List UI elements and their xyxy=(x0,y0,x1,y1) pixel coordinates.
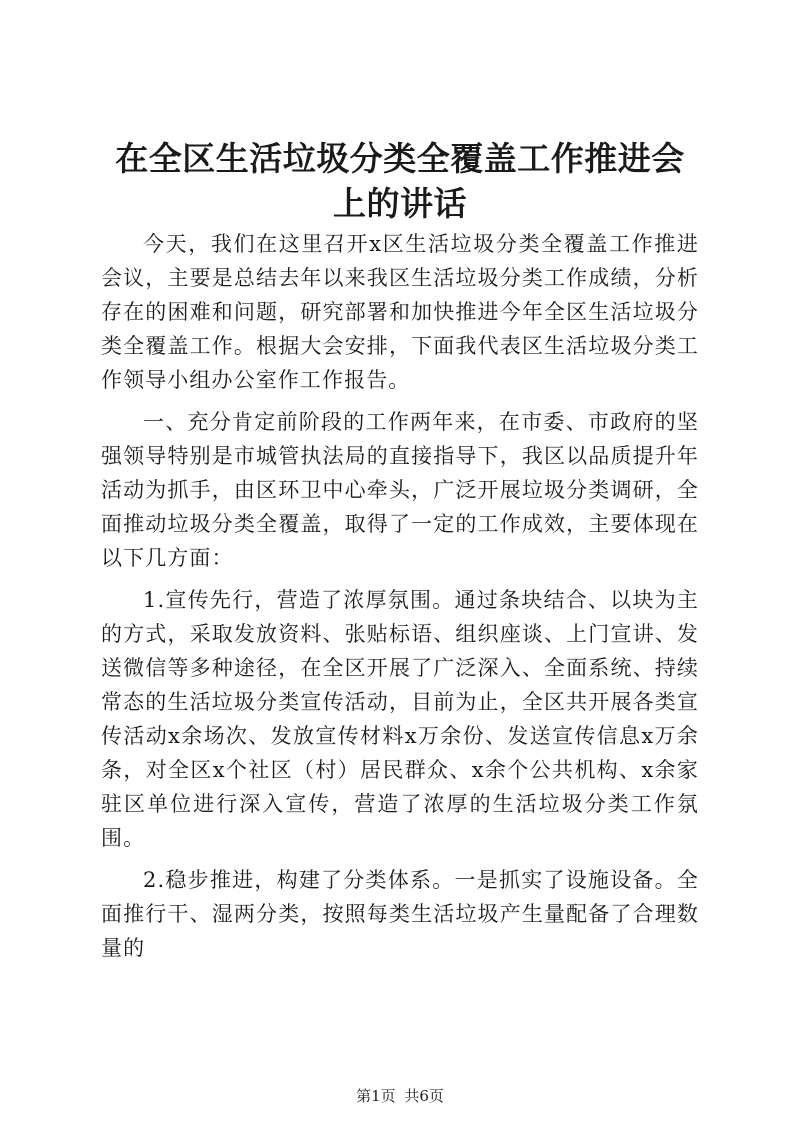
paragraph-item-one: 1.宣传先行，营造了浓厚氛围。通过条块结合、以块为主的方式，采取发放资料、张贴标语、组织座谈、上门宣讲、发送微信等多种途径，在全区开展了广泛深入、全面系统、持续常态的生活垃圾分类宣传活动，目前为止，全区共开展各类宣传活动x余场次、发放宣传材料x万余份、发送宣传信息x万余条，对全区x个社区（村）居民群众、x余个公共机构、x余家驻区单位进行深入宣传，营造了浓厚的生活垃圾分类工作氛围。 xyxy=(101,588,699,850)
page-total: 共6页 xyxy=(404,1087,444,1105)
document-title: 在全区生活垃圾分类全覆盖工作推进会上的讲话 xyxy=(115,139,685,223)
page-footer xyxy=(0,1086,800,1106)
paragraph-item-two: 2.稳步推进，构建了分类体系。一是抓实了设施设备。全面推行干、湿两分类，按照每类生活垃圾产生量配备了合理数量的 xyxy=(101,868,699,960)
paragraph-intro: 今天，我们在这里召开x区生活垃圾分类全覆盖工作推进会议，主要是总结去年以来我区生活垃圾分类工作成绩，分析存在的困难和问题，研究部署和加快推进今年全区生活垃圾分类全覆盖工作。根据大会安排，下面我代表区生活垃圾分类工作领导小组办公室作工作报告。 xyxy=(101,232,699,392)
page-number: 第1页 xyxy=(356,1087,396,1105)
paragraph-section-one: 一、充分肯定前阶段的工作两年来，在市委、市政府的坚强领导特别是市城管执法局的直接指导下，我区以品质提升年活动为抓手，由区环卫中心牵头，广泛开展垃圾分类调研，全面推动垃圾分类全覆盖，取得了一定的工作成效，主要体现在以下几方面： xyxy=(101,410,699,570)
document-body xyxy=(101,227,699,973)
